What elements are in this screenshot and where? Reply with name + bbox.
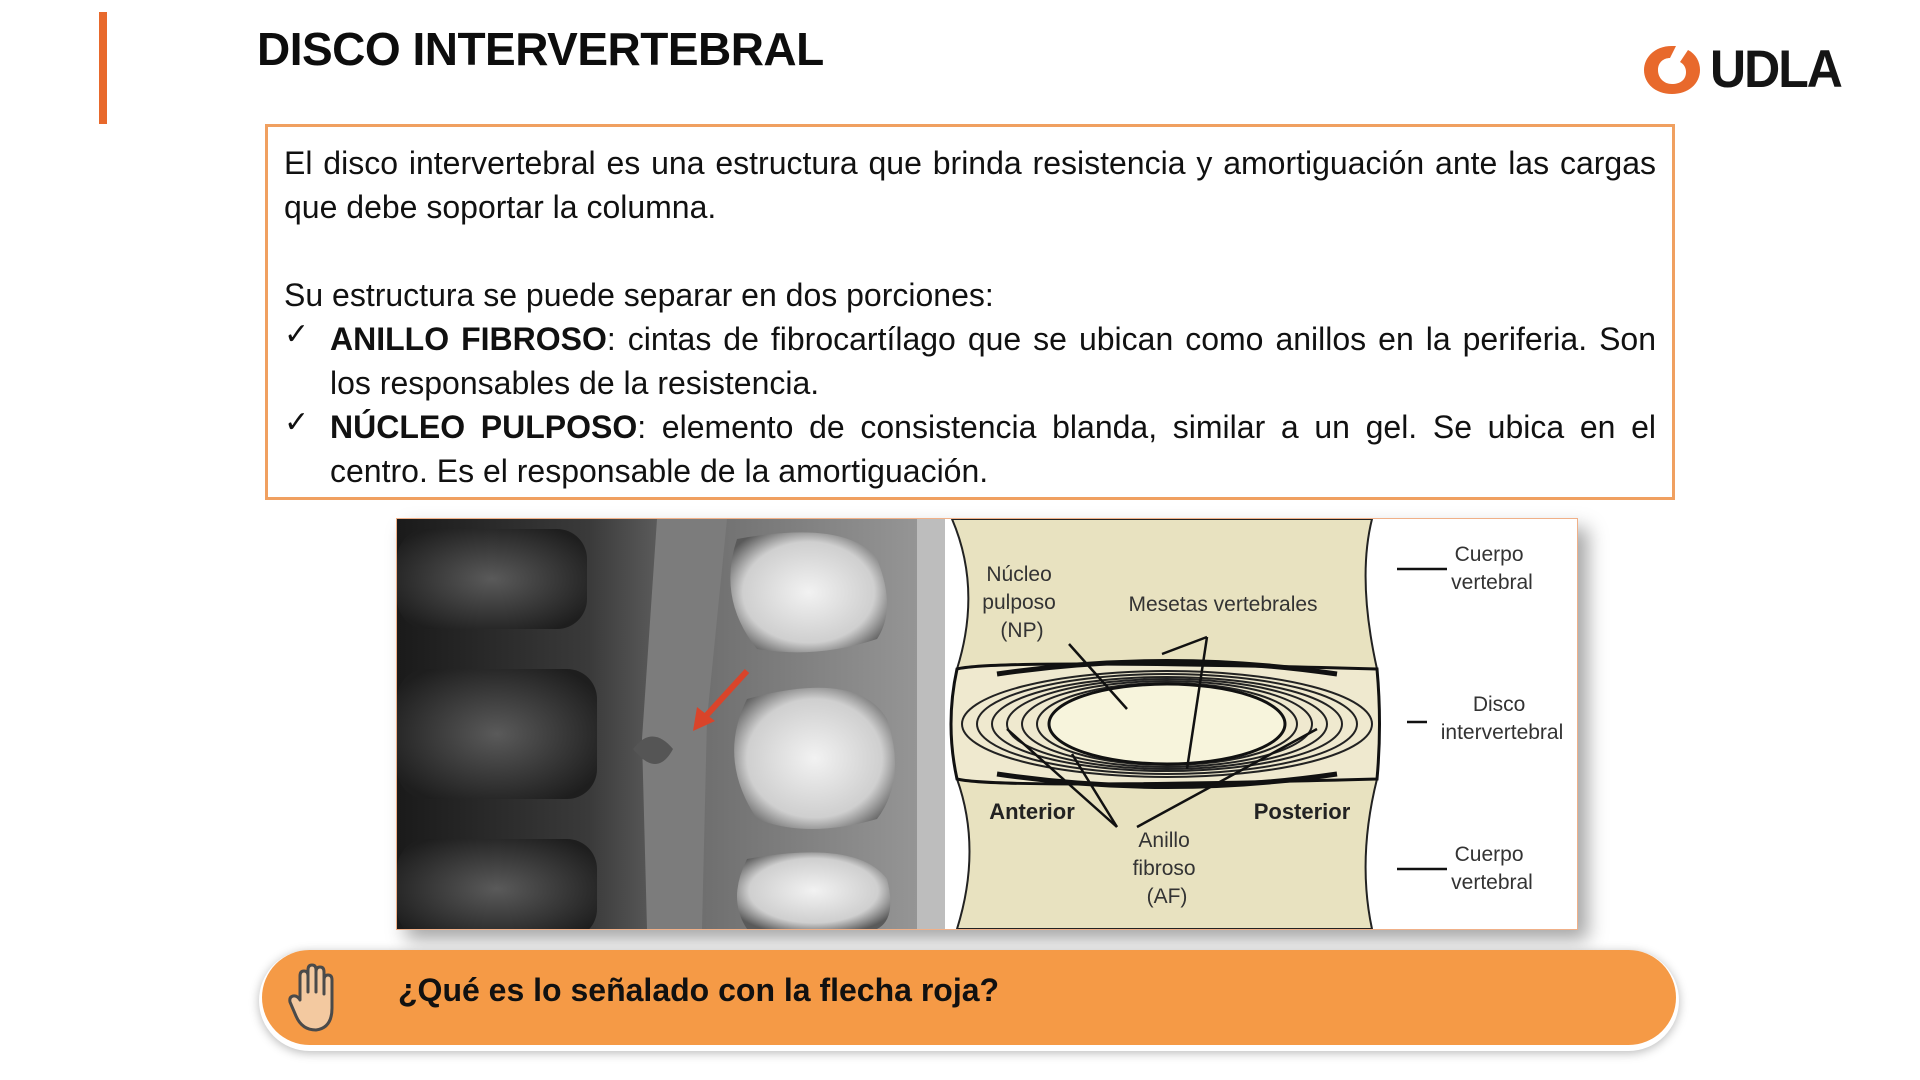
label-cuerpo-inferior-1: Cuerpo <box>1454 843 1524 866</box>
title-accent-bar <box>99 12 107 124</box>
raised-hand-icon <box>286 962 342 1034</box>
checkmark-icon: ✓ <box>284 406 310 439</box>
mri-image <box>397 519 945 929</box>
nucleo-description: : elemento de consistencia blanda, similar a un gel. Se ubica en el centro. Es el responsable de la amortiguación. <box>330 409 1657 489</box>
udla-logo-mark <box>1640 40 1704 100</box>
spine-figure <box>396 518 1578 930</box>
label-nucleo-3: (NP) <box>1000 619 1044 642</box>
spine-illustration <box>397 519 1577 929</box>
label-disco-2: intervertebral <box>1440 721 1564 744</box>
checkmark-icon: ✓ <box>284 318 310 351</box>
label-cuerpo-superior-1: Cuerpo <box>1454 543 1524 566</box>
label-anillo-2: fibroso <box>1132 857 1196 880</box>
slide-title: DISCO INTERVERTEBRAL <box>257 23 824 75</box>
nucleo-term: NÚCLEO PULPOSO <box>330 409 638 445</box>
anillo-description: : cintas de fibrocartílago que se ubican como anillos en la periferia. Son los responsables de la resistencia. <box>330 321 1657 401</box>
definition-box <box>265 124 1675 500</box>
list-item-anillo <box>284 317 1656 405</box>
label-posterior: Posterior <box>1253 799 1351 824</box>
label-anillo-3: (AF) <box>1146 885 1188 908</box>
intro-paragraph: El disco intervertebral es una estructura que brinda resistencia y amortiguación ante las cargas que debe soportar la columna. <box>284 145 1656 225</box>
label-cuerpo-inferior-2: vertebral <box>1451 871 1533 894</box>
list-item-nucleo <box>284 405 1656 493</box>
question-text: ¿Qué es lo señalado con la flecha roja? <box>398 972 1000 1008</box>
label-mesetas: Mesetas vertebrales <box>1128 593 1318 616</box>
anillo-term: ANILLO FIBROSO <box>330 321 607 357</box>
question-banner <box>262 950 1676 1045</box>
udla-logo-word: UDLA <box>1710 39 1841 99</box>
udla-logo <box>1640 39 1841 100</box>
label-cuerpo-superior-2: vertebral <box>1451 571 1533 594</box>
label-anillo-1: Anillo <box>1138 829 1190 852</box>
label-disco-1: Disco <box>1472 693 1526 716</box>
label-anterior: Anterior <box>989 799 1075 824</box>
label-nucleo-1: Núcleo <box>986 563 1052 586</box>
structure-intro: Su estructura se puede separar en dos porciones: <box>284 277 994 313</box>
label-nucleo-2: pulposo <box>982 591 1056 614</box>
disc-diagram <box>945 519 1577 929</box>
